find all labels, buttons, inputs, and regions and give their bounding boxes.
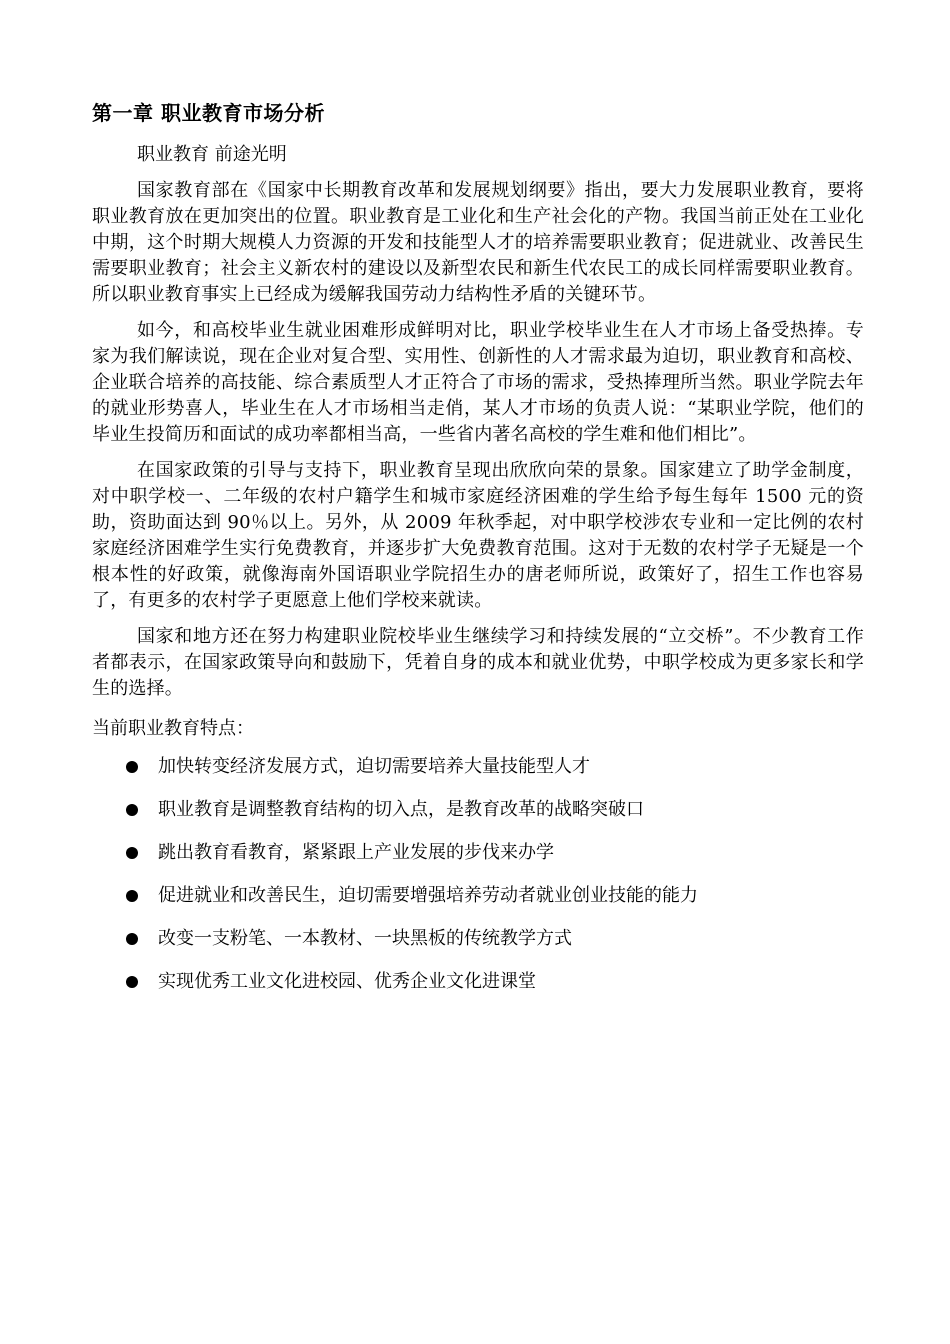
list-item (92, 754, 864, 780)
document-page (92, 98, 864, 1012)
features-label: 当前职业教育特点： (92, 718, 254, 739)
features-list (92, 754, 864, 995)
list-item (92, 797, 864, 823)
paragraph-support: 在国家政策的引导与支持下，职业教育呈现出欣欣向荣的景象。国家建立了助学金制度，对中职学校一、二年级的农村户籍学生和城市家庭经济困难的学生给予每生每年 1500 元的资助，资助面达到 90％以上。另外，从 2009 年秋季起，对中职学校涉农专业和一定比例的农村家庭经济困难学生实行免费教育，并逐步扩大免费教育范围。这对于无数的农村学子无疑是一个根本性的好政策，就像海南外国语职业学院招生办的唐老师所说，政策好了，招生工作也容易了，有更多的农村学子更愿意上他们学校来就读。 (92, 460, 864, 611)
list-item (92, 926, 864, 952)
chapter-title: 第一章 职业教育市场分析 (92, 101, 325, 125)
list-item-text: 促进就业和改善民生，迫切需要增强培养劳动者就业创业技能的能力 (158, 885, 698, 906)
list-item-text: 职业教育是调整教育结构的切入点，是教育改革的战略突破口 (158, 799, 644, 820)
section-subheading: 职业教育 前途光明 (137, 144, 287, 165)
bullet-icon (126, 933, 138, 945)
list-item (92, 840, 864, 866)
paragraph-employment: 如今，和高校毕业生就业困难形成鲜明对比，职业学校毕业生在人才市场上备受热捧。专家为我们解读说，现在企业对复合型、实用性、创新性的人才需求最为迫切，职业教育和高校、企业联合培养的高技能、综合素质型人才正符合了市场的需求，受热捧理所当然。职业学院去年的就业形势喜人，毕业生在人才市场相当走俏，某人才市场的负责人说：“某职业学院，他们的毕业生投简历和面试的成功率都相当高，一些省内著名高校的学生难和他们相比”。 (92, 320, 864, 445)
bullet-icon (126, 976, 138, 988)
list-item-text: 改变一支粉笔、一本教材、一块黑板的传统教学方式 (158, 928, 572, 949)
list-item-text: 加快转变经济发展方式，迫切需要培养大量技能型人才 (158, 756, 590, 777)
list-item-text: 实现优秀工业文化进校园、优秀企业文化进课堂 (158, 971, 536, 992)
bullet-icon (126, 761, 138, 773)
bullet-icon (126, 890, 138, 902)
list-item (92, 969, 864, 995)
bullet-icon (126, 847, 138, 859)
paragraph-policy: 国家教育部在《国家中长期教育改革和发展规划纲要》指出，要大力发展职业教育，要将职业教育放在更加突出的位置。职业教育是工业化和生产社会化的产物。我国当前正处在工业化中期，这个时期大规模人力资源的开发和技能型人才的培养需要职业教育；促进就业、改善民生需要职业教育；社会主义新农村的建设以及新型农民和新生代农民工的成长同样需要职业教育。所以职业教育事实上已经成为缓解我国劳动力结构性矛盾的关键环节。 (92, 180, 864, 305)
list-item (92, 883, 864, 909)
paragraph-overpass: 国家和地方还在努力构建职业院校毕业生继续学习和持续发展的“立交桥”。不少教育工作者都表示，在国家政策导向和鼓励下，凭着自身的成本和就业优势，中职学校成为更多家长和学生的选择。 (92, 626, 864, 699)
list-item-text: 跳出教育看教育，紧紧跟上产业发展的步伐来办学 (158, 842, 554, 863)
bullet-icon (126, 804, 138, 816)
